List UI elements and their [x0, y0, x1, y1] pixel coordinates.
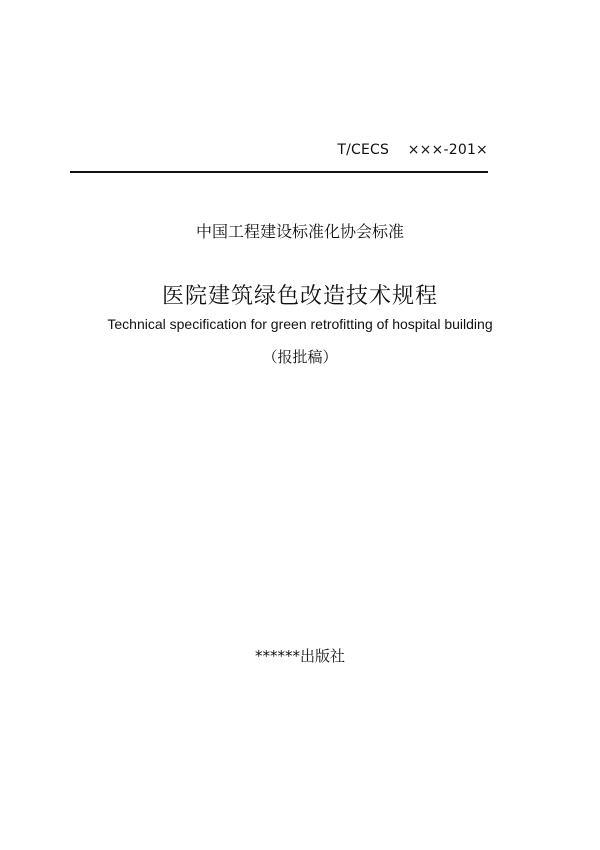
publisher-name: ******出版社 [254, 647, 345, 665]
standard-code: T/CECS ×××-201× [337, 142, 488, 158]
document-title: 医院建筑绿色改造技术规程 [161, 284, 438, 309]
draft-status: （报批稿） [262, 348, 338, 366]
association-name: 中国工程建设标准化协会标准 [195, 222, 404, 241]
header-rule [70, 171, 488, 173]
document-title-english: Technical specification for green retrofitting of hospital building [107, 316, 493, 332]
